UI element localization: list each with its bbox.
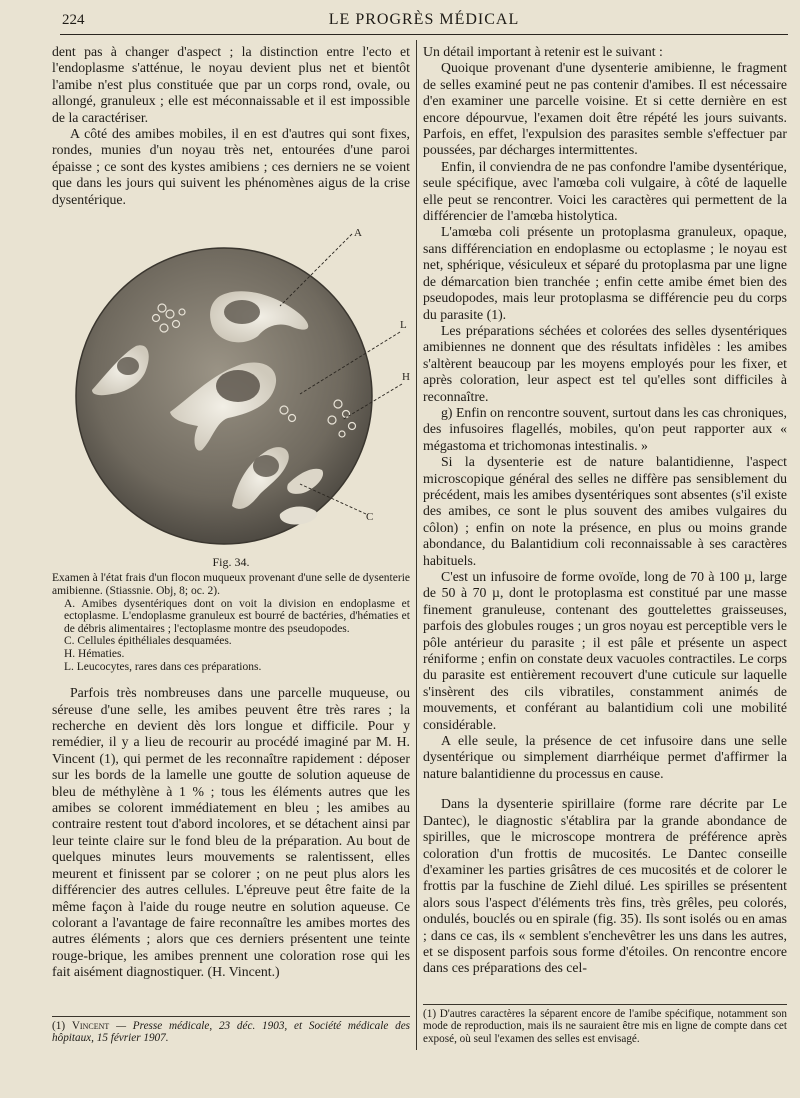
right-paragraph-2: Quoique provenant d'une dysenterie amibienne, le fragment de selles examiné peut ne pas contenir d'amibes. Il est nécessaire d'en examiner une parcelle voisine. Et si cette dernière en est encore dépourvue, l'examen doit être répété les jours suivants. Parfois, en effet, l'expulsion des parasites semble s'effectuer par poussées, par décharges intermittentes. [423,60,787,158]
right-paragraph-4: L'amœba coli présente un protoplasma granuleux, opaque, sans différenciation en endoplasme ou ectoplasme ; le noyau est net, sphérique, vésiculeux et séparé du protoplasma par une ligne de démarcation bien tranchée ; enfin cette amibe émet bien des pseudopodes, mais leur protoplasma se différencie peu du corps du parasite (1). [423,224,787,322]
left-paragraph-2: A côté des amibes mobiles, il en est d'autres qui sont fixes, rondes, munies d'un noyau très net, entourées d'une paroi épaisse ; ce sont des kystes amibiens ; ces derniers ne se voient que dans les jours qui suivent les phénomènes aigus de la crise dysentérique. [52,126,410,207]
figure-label-a: A [354,227,362,240]
left-paragraph-1: dent pas à changer d'aspect ; la distinction entre l'ecto et l'endoplasme s'atténue, le noyau devient plus net et bientôt l'amibe n'est plus constituée que par un corps rond, ovale, ou allongé, granuleux ; elle est méconnaissable et il est impossible de la caractériser. [52,44,410,125]
right-paragraph-5: Les préparations séchées et colorées des selles dysentériques amibiennes ne donnent que des résultats infidèles : les amibes s'altèrent beaucoup par les moyens employés pour les fixer, et après coloration, leur aspect est tel qu'elles sont difficiles à reconnaître. [423,322,787,404]
caption-main: Examen à l'état frais d'un flocon muqueux provenant d'une selle de dysenterie amibienne. (Stiassnie. Obj, 8; oc. 2). [52,572,410,598]
figure-title: Fig. 34. [212,555,250,570]
right-column [423,44,787,977]
column-divider [416,40,417,1050]
footnote-left-author: Vincent [71,1020,110,1032]
caption-item-a: A. Amibes dysentériques dont on voit la division en endoplasme et ectoplasme. L'endoplasme granuleux est bourré de bactéries, d'hématies et de débris alimentaires ; l'ectoplasme montre des pseudopodes. [64,597,410,635]
microscope-figure [52,214,410,550]
figure-label-c: C [366,511,374,524]
figure-label-l: L [400,319,407,332]
page-header [60,8,788,35]
left-column [52,44,410,981]
caption-item-c: C. Cellules épithéliales desquamées. [64,635,232,648]
right-paragraph-3: Enfin, il conviendra de ne pas confondre l'amibe dysentérique, seule spécifique, avec l'amœba coli vulgaire, à côté de laquelle elle peut se rencontrer. Voici les caractères qui permettent de la différencier de l'amœba histolytica. [423,158,787,224]
microscope-field-illustration [52,214,410,550]
caption-item-l: L. Leucocytes, rares dans ces préparations. [64,660,262,673]
right-paragraph-8: C'est un infusoire de forme ovoïde, long de 70 à 100 µ, large de 50 à 70 µ, dont le protoplasma est constitué par une masse finement granuleuse, contenant des gouttelettes graisseuses, parfois des globules rouges ; un gros noyau est perceptible vers le pôle antérieur du parasite ; il est pâle et présente un aspect réniforme ; enfin on constate deux vacuoles contractiles. Le corps du parasite est entièrement recouvert d'une cuticule sur laquelle s'insèrent des cils vibratiles, constamment animés de mouvements, et conférant au balantidium coli une mobilité considérable. [423,569,787,732]
right-paragraph-7: Si la dysenterie est de nature balantidienne, l'aspect microscopique général des selles ne diffère pas sensiblement du précédent, mais les amibes dysentériques sont absentes (s'il existe des amibes, ce sont le plus souvent des amibes vulgaires du côlon) ; enfin on note la présence, en plus ou moins grande abondance, du Balantidium coli reconnaissable à ses caractères habituels. [423,454,787,568]
right-paragraph-1: Un détail important à retenir est le suivant : [423,44,663,59]
right-paragraph-6: g) Enfin on rencontre souvent, surtout dans les cas chroniques, des infusoires flagellés, mobiles, qu'on peut rapporter aux « mégastoma et trichomonas intestinalis. » [423,404,787,453]
right-paragraph-10: Dans la dysenterie spirillaire (forme rare décrite par Le Dantec), le diagnostic s'établira par la grande abondance de spirilles, que le microscope montrera de préférence après coloration d'un frottis de mucosités. Le Dantec conseille d'examiner les parties grisâtres de ces mucosités et de colorer le frottis par la fuschine de Ziehl dilué. Les spirilles se présentent alors sous l'aspect d'éléments très fins, très grêles, peu colorés, ondulés, bouclés ou en spirale (fig. 35). Ils sont isolés ou en amas ; dans ce cas, ils « semblent s'enchevêtrer les uns dans les autres, et se disposent parfois sous forme d'étoiles. On rencontre encore dans ces préparations des cel- [423,796,787,976]
caption-item-h: H. Hématies. [64,648,125,661]
page-number: 224 [62,12,85,28]
footnote-left-text: — Presse médicale, 23 déc. 1903, et Société médicale des hôpitaux, 15 février 1907. [52,1020,411,1045]
section-gap [423,782,787,796]
footnote-left-number: (1) [52,1020,66,1032]
running-title: LE PROGRÈS MÉDICAL [328,11,520,28]
figure-caption [52,572,410,673]
left-paragraph-3: Parfois très nombreuses dans une parcelle muqueuse, ou séreuse d'une selle, les amibes peuvent être très rares ; la recherche en devient dès lors longue et difficile. Pour y remédier, il y a lieu de recourir au procédé imaginé par M. H. Vincent (1), qui permet de les reconnaître rapidement : déposer sur les bords de la lamelle une goutte de solution aqueuse de bleu de méthylène à 1 % ; tous les éléments autres que les amibes se colorent immédiatement en bleu ; les amibes au contraire restent tout d'abord incolores, et se détachent ainsi par leur teinte claire sur le fond bleu de la préparation. Au bout de quelques minutes leurs mouvements se ralentissent, elles meurent et finissent par se colorer ; on ne peut plus alors les différencier des autres cellules. L'épreuve peut être faite de la même façon à l'aide du rouge neutre en solution aqueuse. Ce colorant a l'avantage de faire reconnaître les amibes mortes des autres éléments ; alors que ces derniers présentent une teinte rouge-brique, les amibes prennent une coloration rose qui les fait aisément diagnostiquer. (H. Vincent.) [52,685,410,980]
footnote-left [52,1016,410,1045]
footnote-right: (1) D'autres caractères la séparent encore de l'amibe spécifique, notamment son mode de reproduction, mais ils ne sauraient être mis en ligne de compte dans cet exposé, où seul l'examen des selles est envisagé. [423,1004,787,1045]
figure-label-h: H [402,371,410,384]
right-paragraph-9: A elle seule, la présence de cet infusoire dans une selle dysentérique ou simplement diarrhéique permet d'affirmer la nature balantidienne du processus en cause. [423,733,787,781]
